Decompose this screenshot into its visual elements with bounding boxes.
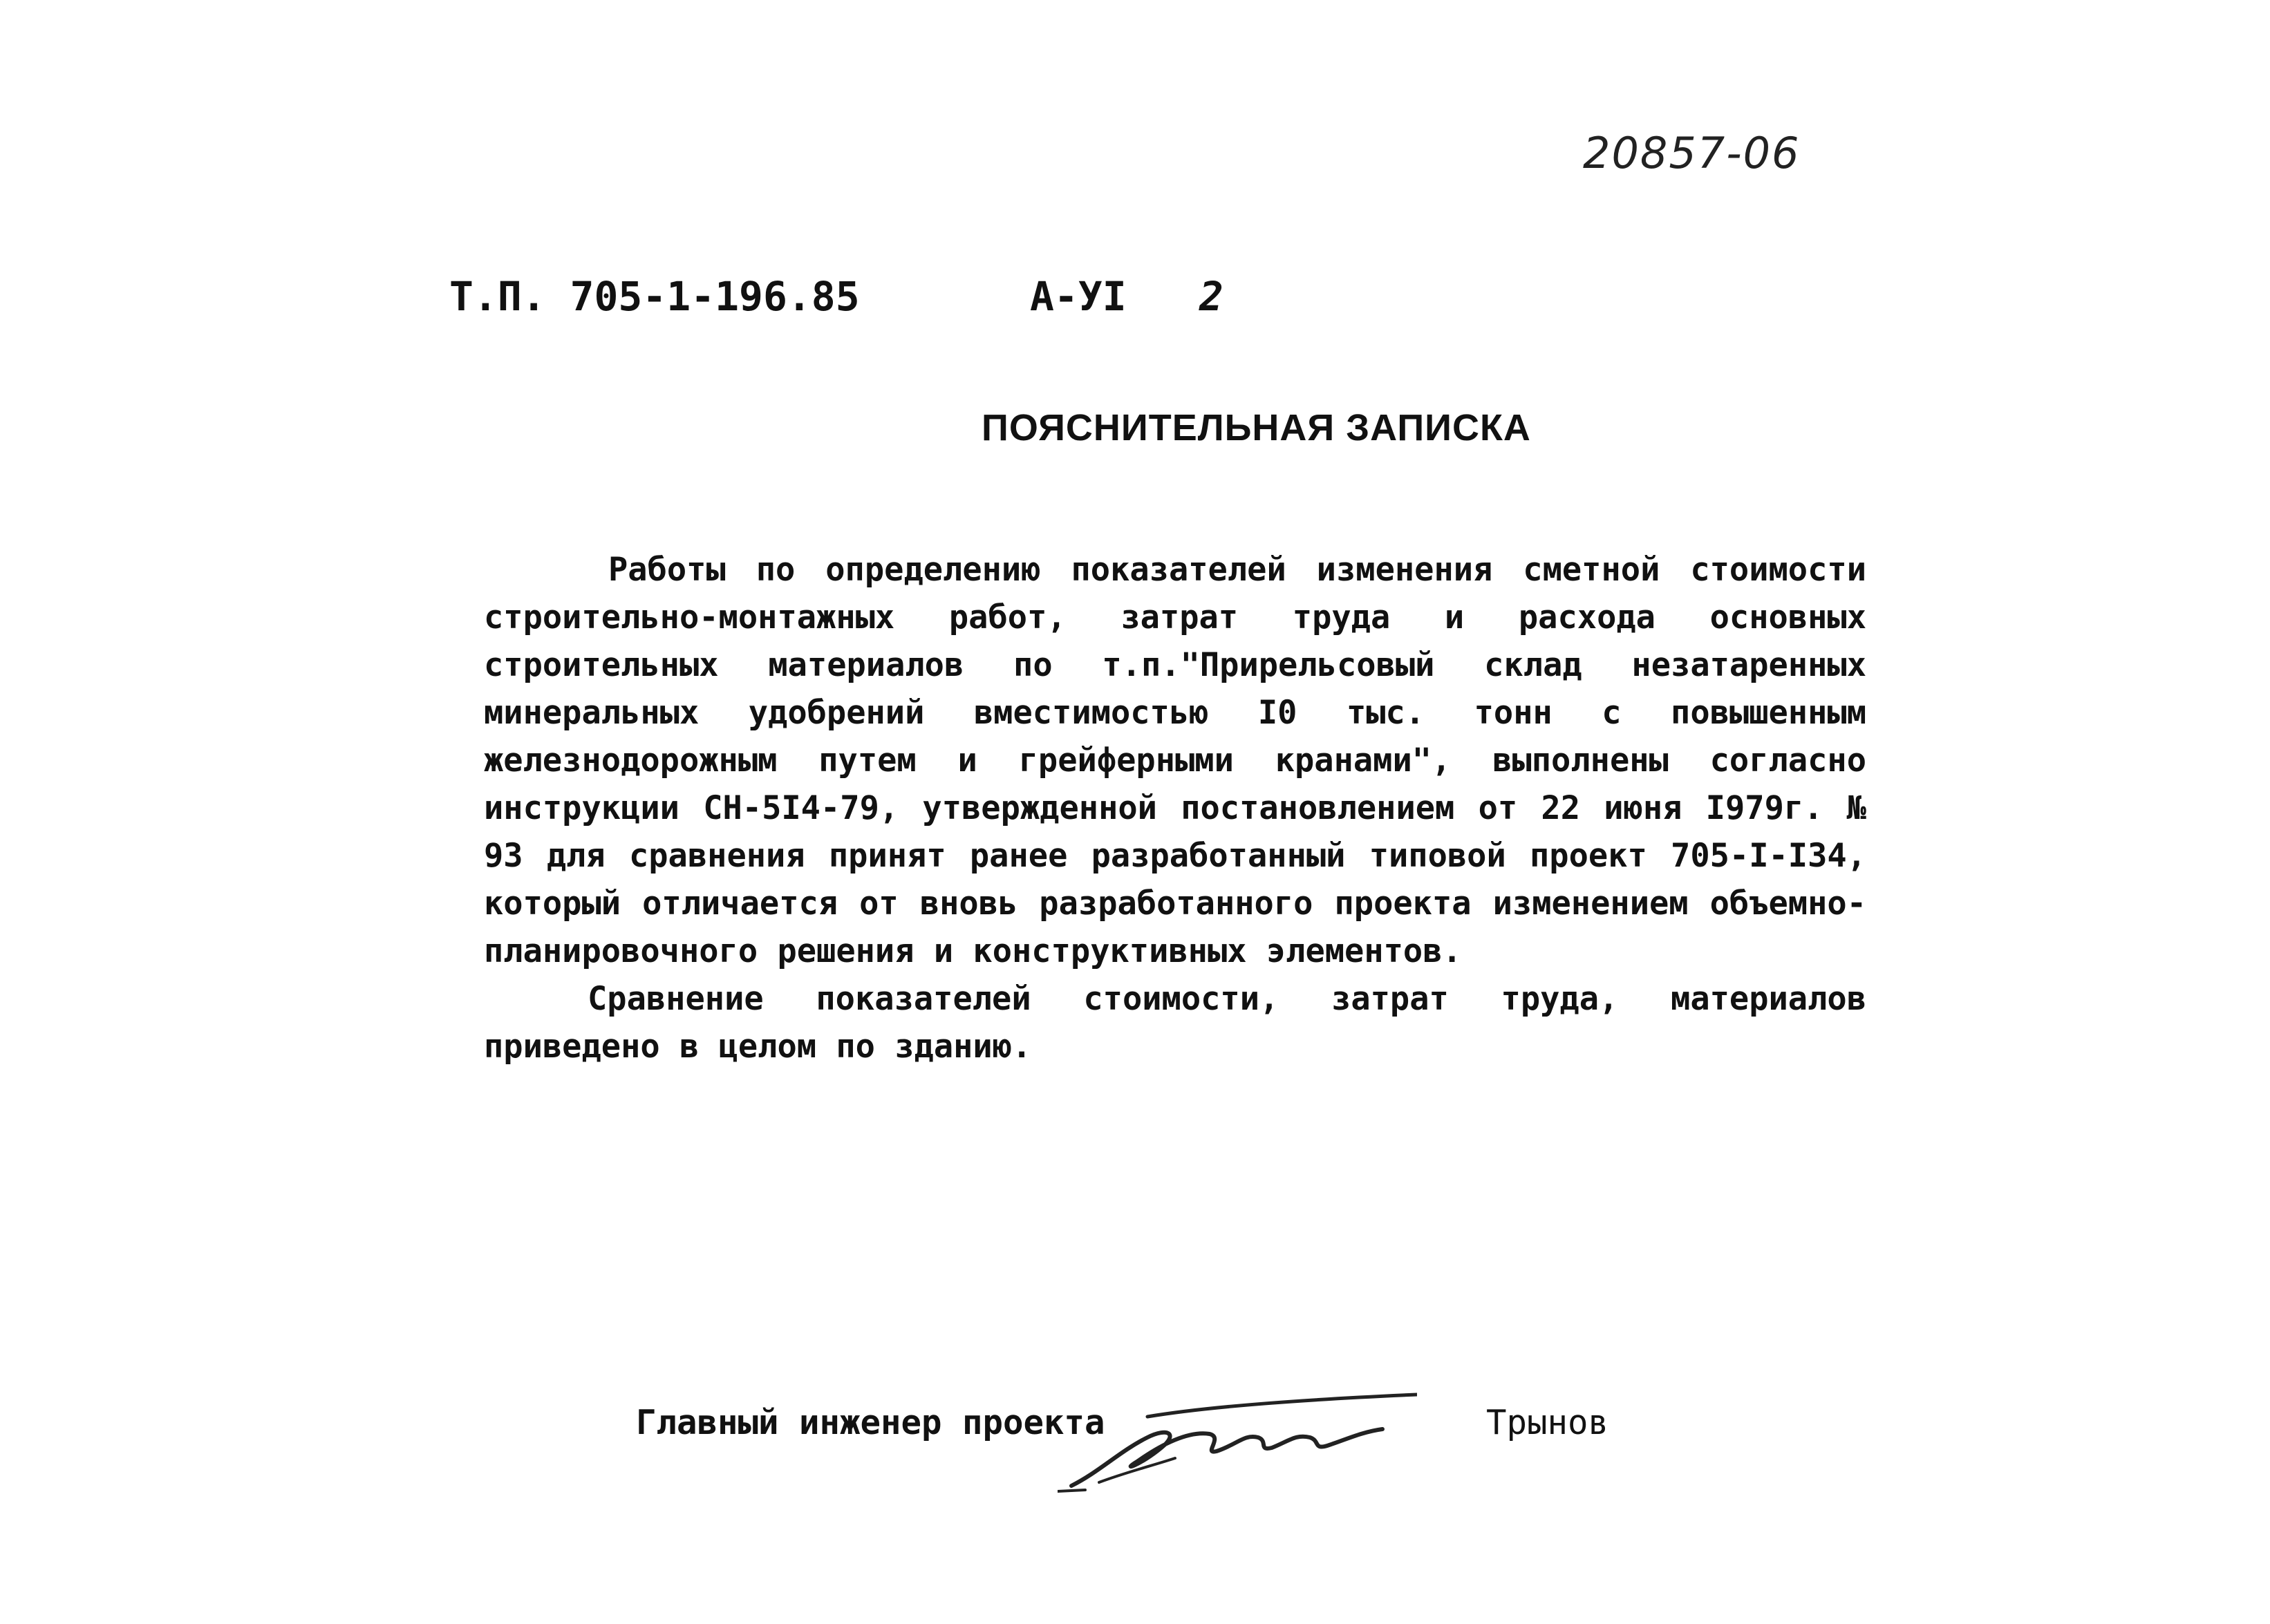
paragraph-1: Работы по определению показателей изменения сметной стоимости строительно-монтажных работ, затрат труда и расхода основных строительных материалов по т.п."Прирельсовый склад незатаренных минеральных удобрений вместимостью I0 тыс. тонн с повышенным железнодорожным путем и грейферными кранами", выполнены согласно инструкции СН-5I4-79, утвержденной постановлением от 22 июня I979г. № 93 для сравнения принят ранее разработанный типовой проект 705-I-I34, который отличается от вновь разработанного проекта изменением объемно-планировочного решения и конструктивных элементов. [484, 551, 1866, 970]
document-code: Т.П. 705-1-196.85 [449, 273, 860, 320]
handwritten-signature [1058, 1368, 1417, 1500]
handwritten-archive-number: 20857-06 [1583, 128, 1801, 178]
document-header [449, 273, 1348, 328]
page-title: ПОЯСНИТЕЛЬНАЯ ЗАПИСКА [982, 407, 1531, 449]
album-mark: А-УI [1030, 273, 1127, 320]
signature-role: Главный инженер проекта [636, 1403, 1105, 1442]
page-number: 2 [1199, 273, 1223, 320]
signature-block [636, 1389, 1673, 1493]
explanatory-note-body [484, 546, 1866, 1070]
signature-name: Трынов [1486, 1403, 1609, 1442]
paragraph-2: Сравнение показателей стоимости, затрат труда, материалов приведено в целом по зданию. [484, 980, 1866, 1066]
